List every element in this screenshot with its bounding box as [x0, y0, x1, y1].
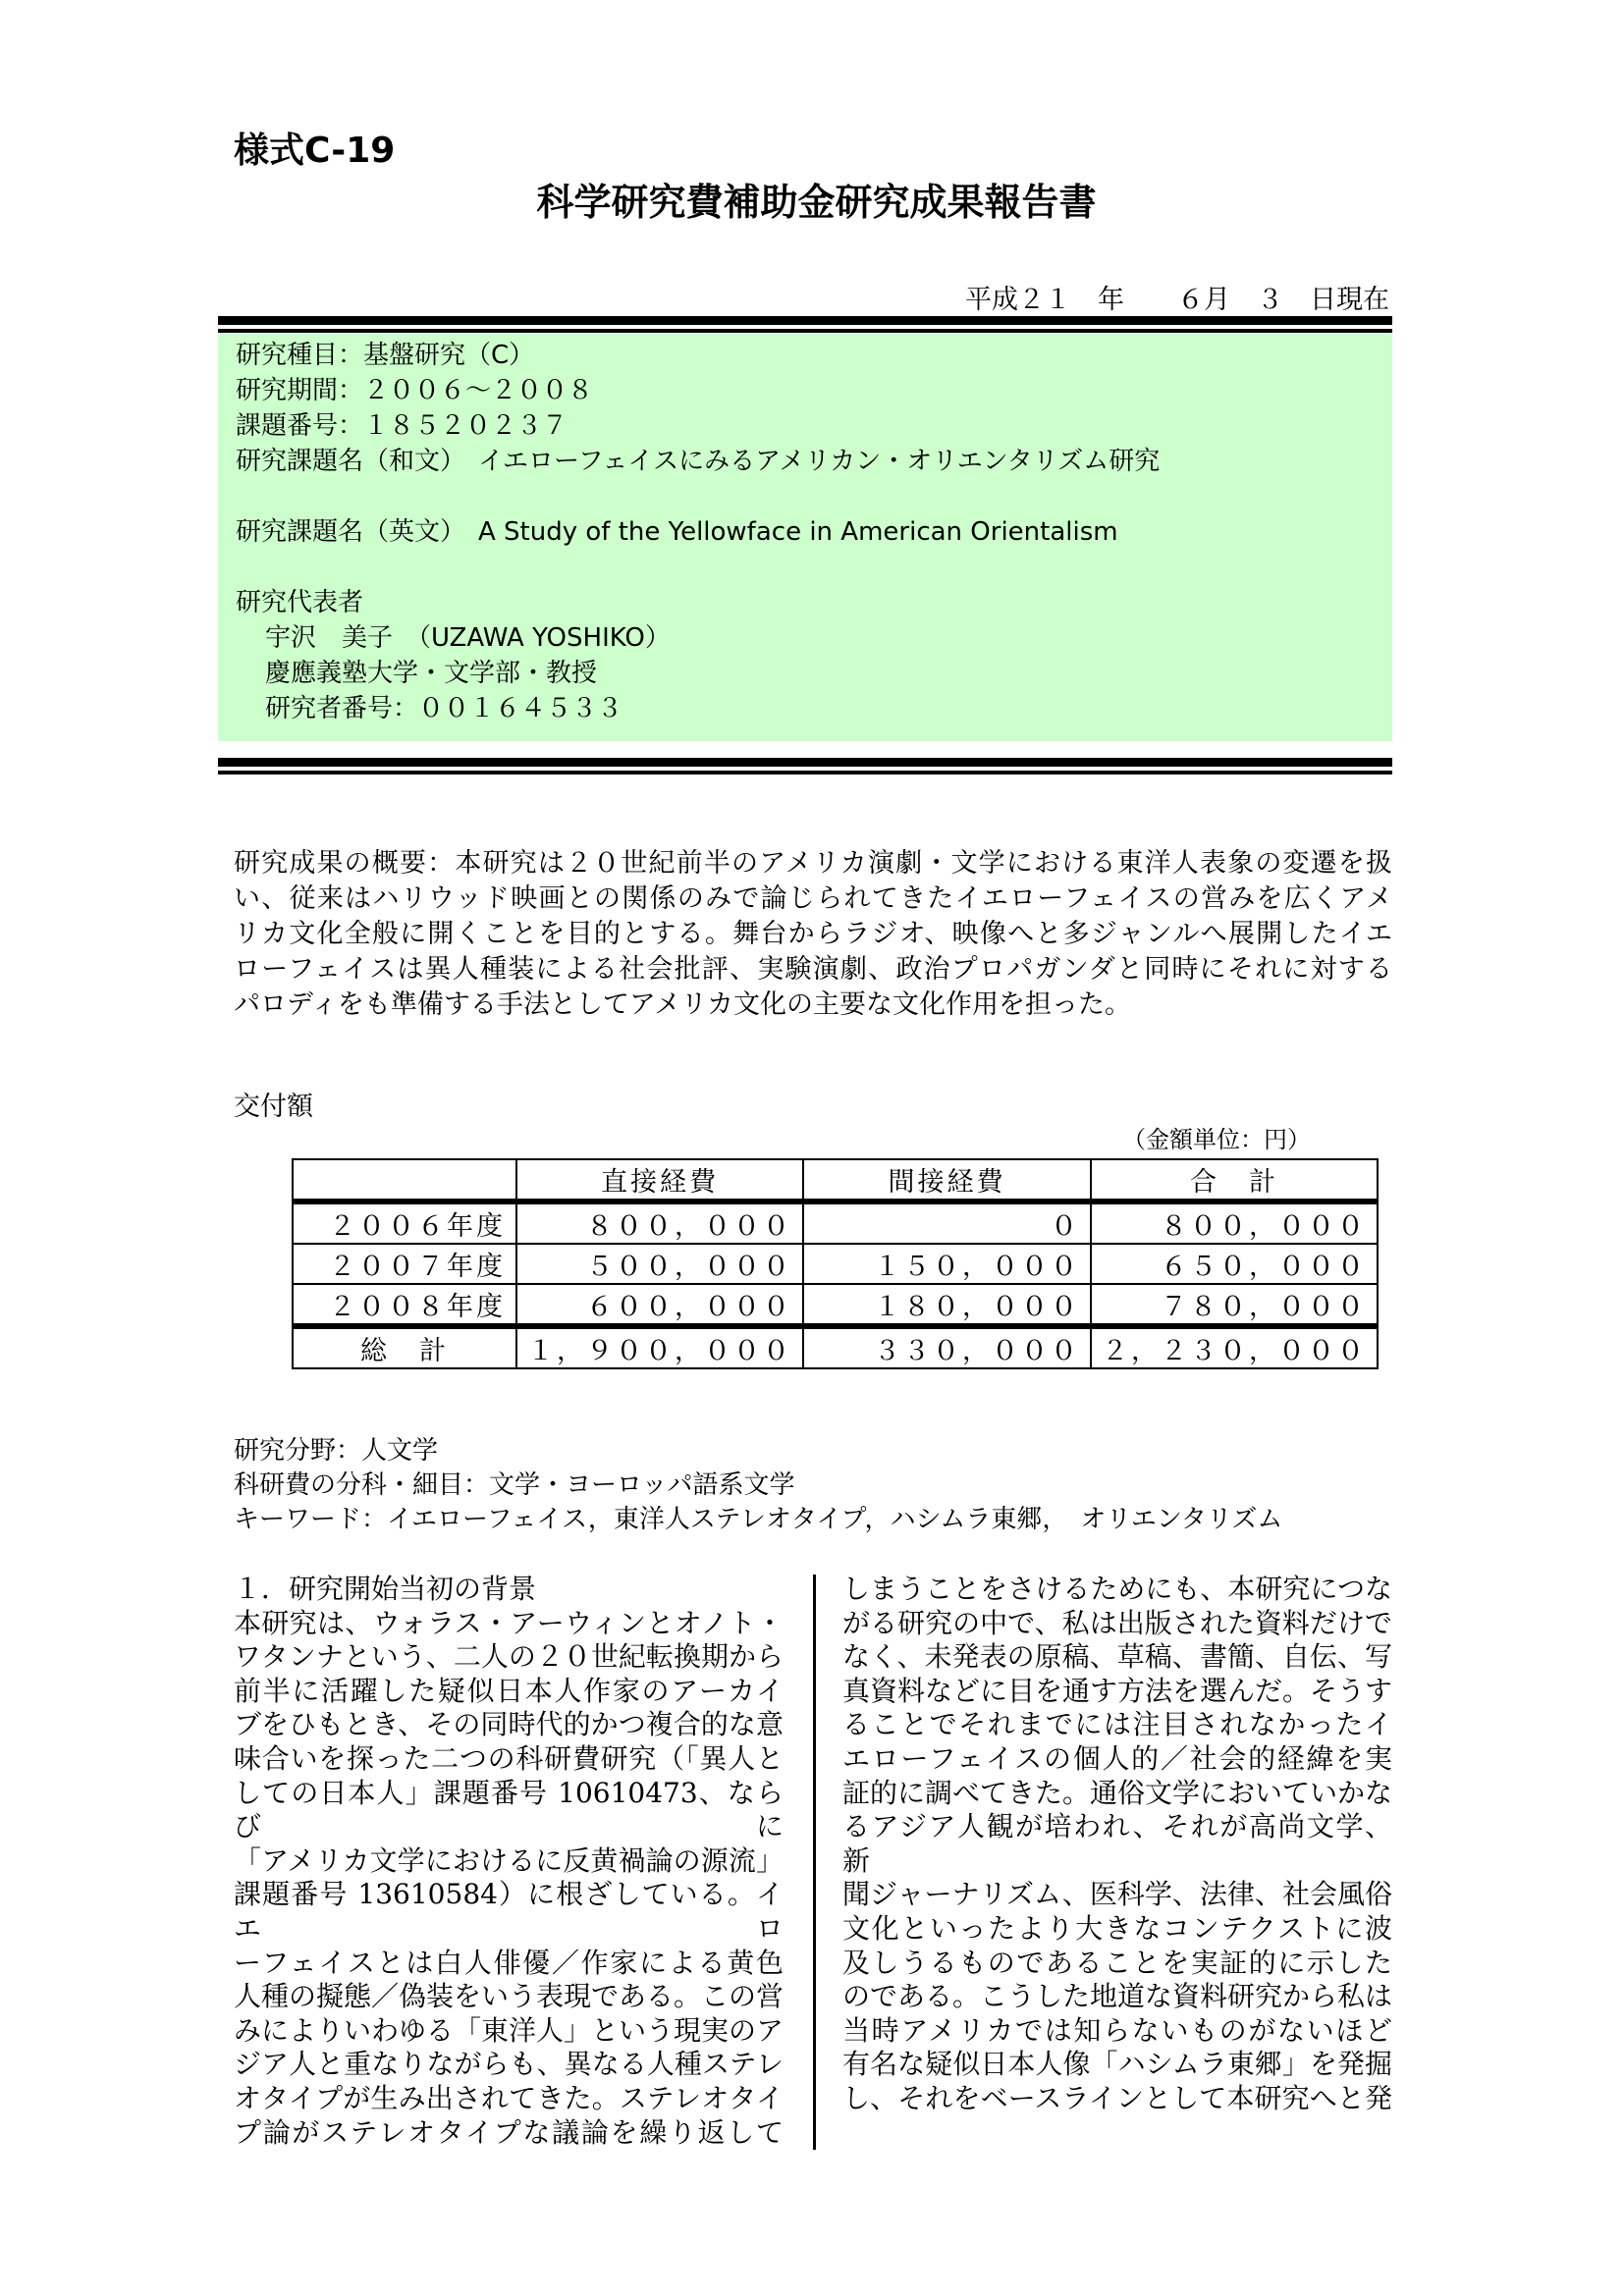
table-header: 合 計 [1091, 1159, 1378, 1201]
representative-name: 宇沢 美子 （UZAWA YOSHIKO） [265, 623, 671, 653]
research-subfield: 科研費の分科・細目：文学・ヨーロッパ語系文学 [234, 1470, 795, 1500]
body-line: ブをひもとき、その同時代的かつ複合的な意 [234, 1708, 784, 1741]
summary-line: い、従来はハリウッド映画との関係のみで論じられてきたイエローフェイスの営みを広くアメ [234, 883, 1392, 914]
project-info-box [218, 334, 1392, 741]
research-category: 研究種目：基盤研究（C） [236, 341, 535, 370]
table-header: 直接経費 [516, 1159, 803, 1201]
body-line: 当時アメリカでは知らないものがないほど [842, 2013, 1392, 2047]
table-cell: １５０，０００ [803, 1244, 1091, 1284]
research-period: 研究期間：２００６～２００８ [236, 376, 594, 405]
body-line: ジア人と重なりながらも、異なる人種ステレ [234, 2048, 784, 2081]
table-cell: ３３０，０００ [803, 1326, 1091, 1368]
body-line: エローフェイスの個人的／社会的経緯を実 [842, 1741, 1392, 1775]
body-line: 本研究は、ウォラス・アーウィンとオノト・ [234, 1606, 784, 1639]
body-line: 証的に調べてきた。通俗文学においていかな [842, 1776, 1393, 1809]
project-title-en: 研究課題名（英文） A Study of the Yellowface in American Orientalism [236, 517, 1118, 547]
grant-table [292, 1158, 1379, 1369]
body-line: るアジア人観が培われ、それが高尚文学、新 [842, 1810, 1392, 1877]
summary-line: 研究成果の概要：本研究は２０世紀前半のアメリカ演劇・文学における東洋人表象の変遷を扱 [234, 848, 1392, 879]
table-cell: ２００６年度 [293, 1201, 516, 1244]
summary-line: リカ文化全般に開くことを目的とする。舞台からラジオ、映像へと多ジャンルへ展開したイエ [234, 919, 1392, 949]
table-header-row [293, 1159, 1378, 1201]
table-cell: ７８０，０００ [1091, 1284, 1378, 1326]
body-line: 及しうるものであることを実証的に示した [842, 1946, 1392, 1979]
table-cell: ２００７年度 [293, 1244, 516, 1284]
body-column-right [842, 1573, 1392, 2116]
body-line: のである。こうした地道な資料研究から私は [842, 1980, 1393, 2013]
table-cell: ２，２３０，０００ [1091, 1326, 1378, 1368]
bottom-double-rule [218, 758, 1392, 774]
table-header [293, 1159, 516, 1201]
body-line: 聞ジャーナリズム、医科学、法律、社会風俗 [842, 1878, 1392, 1911]
body-line: しての日本人」課題番号 10610473、ならびに [234, 1776, 784, 1843]
body-line: がる研究の中で、私は出版された資料だけで [842, 1606, 1392, 1639]
table-cell: ８００，０００ [1091, 1201, 1378, 1244]
table-row [293, 1244, 1378, 1284]
table-cell: ８００，０００ [516, 1201, 803, 1244]
body-line: なく、未発表の原稿、草稿、書簡、自伝、写 [842, 1640, 1392, 1674]
body-line: ーフェイスとは白人俳優／作家による黄色 [234, 1946, 784, 1979]
grant-label: 交付額 [234, 1092, 313, 1122]
table-cell: １８０，０００ [803, 1284, 1091, 1326]
body-line: 「アメリカ文学におけるに反黄禍論の源流」 [234, 1843, 784, 1877]
table-header: 間接経費 [803, 1159, 1091, 1201]
table-row [293, 1201, 1378, 1244]
research-summary [234, 846, 1392, 1023]
summary-line: ローフェイスは異人種装による社会批評、実験演劇、政治プロパガンダと同時にそれに対する [234, 954, 1392, 985]
project-title-ja: 研究課題名（和文） イエローフェイスにみるアメリカン・オリエンタリズム研究 [236, 447, 1161, 476]
summary-line: パロディをも準備する手法としてアメリカ文化の主要な文化作用を担った。 [234, 989, 1131, 1020]
table-cell: ５００，０００ [516, 1244, 803, 1284]
body-line: 味合いを探った二つの科研費研究（「異人と [234, 1741, 784, 1775]
two-column-body [234, 1573, 1392, 2150]
grant-unit: （金額単位：円） [1122, 1126, 1311, 1153]
body-line: オタイプが生み出されてきた。ステレオタイ [234, 2081, 784, 2114]
table-row [293, 1284, 1378, 1326]
body-line: 人種の擬態／偽装をいう表現である。この営 [234, 1980, 784, 2013]
researcher-id: 研究者番号：００１６４５３３ [265, 694, 623, 723]
project-number: 課題番号：１８５２０２３７ [236, 411, 568, 441]
column-divider [813, 1575, 816, 2150]
body-line: 真資料などに目を通す方法を選んだ。そうす [842, 1674, 1393, 1707]
table-cell: ６００，０００ [516, 1284, 803, 1326]
table-total-row [293, 1326, 1378, 1368]
body-column-left [234, 1573, 784, 2150]
keywords: キーワード：イエローフェイス，東洋人ステレオタイプ，ハシムラ東郷， オリエンタリズム [234, 1505, 1283, 1534]
table-cell: ６５０，０００ [1091, 1244, 1378, 1284]
section-heading: １．研究開始当初の背景 [234, 1573, 537, 1605]
body-line: 課題番号 13610584）に根ざしている。イエロ [234, 1878, 784, 1945]
body-line: しまうことをさけるためにも、本研究につな [842, 1573, 1392, 1605]
body-line: みによりいわゆる「東洋人」という現実のア [234, 2013, 784, 2047]
report-title: 科学研究費補助金研究成果報告書 [536, 181, 1097, 224]
form-id: 様式C-19 [234, 131, 396, 171]
table-cell: ０ [803, 1201, 1091, 1244]
body-line: プ論がステレオタイプな議論を繰り返して [234, 2115, 784, 2149]
body-line: 前半に活躍した疑似日本人作家のアーカイ [234, 1674, 784, 1707]
table-cell: 総 計 [293, 1326, 516, 1368]
body-line: ることでそれまでには注目されなかったイ [842, 1708, 1392, 1741]
representative-affiliation: 慶應義塾大学・文学部・教授 [265, 659, 598, 688]
research-area: 研究分野：人文学 [234, 1436, 439, 1466]
research-fields [234, 1434, 1392, 1537]
body-line: 有名な疑似日本人像「ハシムラ東郷」を発掘 [842, 2048, 1392, 2081]
body-line: ワタンナという、二人の２０世紀転換期から [234, 1640, 784, 1674]
representative-label: 研究代表者 [236, 588, 364, 617]
top-double-rule [218, 316, 1392, 333]
report-body [234, 846, 1392, 2150]
table-cell: １，９００，０００ [516, 1326, 803, 1368]
body-line: し、それをベースラインとして本研究へと発 [842, 2081, 1392, 2114]
table-cell: ２００８年度 [293, 1284, 516, 1326]
report-date: 平成２１ 年 ６月 ３ 日現在 [965, 285, 1389, 315]
body-line: 文化といったより大きなコンテクストに波 [842, 1911, 1392, 1945]
